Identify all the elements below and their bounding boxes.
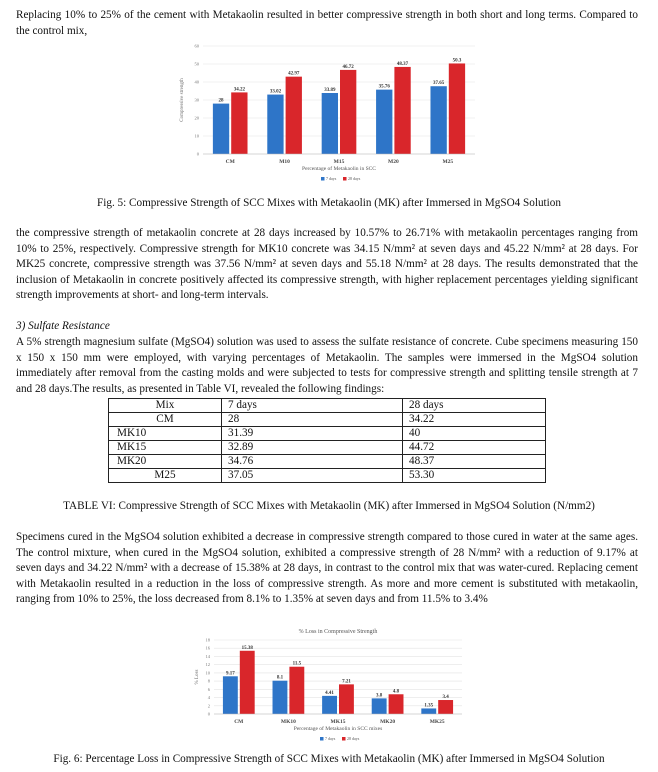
strength-table — [108, 398, 546, 483]
y-tick-label: 0 — [196, 151, 199, 157]
bar — [231, 92, 247, 154]
data-label: 37.65 — [433, 81, 445, 87]
table-row — [109, 427, 546, 441]
legend-swatch — [320, 737, 324, 741]
y-tick-label: 20 — [194, 115, 199, 121]
table-cell: 31.39 — [222, 427, 403, 441]
table-cell: MK20 — [109, 455, 222, 469]
paragraph-results: the compressive strength of metakaolin concrete at 28 days increased by 10.57% to 26.71% with metakaolin percentages ranging from 10% to 25%, respectively. Compressive strength for MK10 concrete was 34.15 N/mm² at seven days and 45.22 N/mm² at 28 days. For MK25 concrete, compressive strength was 37.56 N/mm² at seven days and 55.18 N/mm² at 28 days. The results demonstrated that the inclusion of Metakaolin in concrete positively affected its compressive strength, with higher replacement percentages yielding significant strength improvements at short- and long-term intervals. — [16, 227, 638, 302]
bar — [389, 694, 404, 714]
table-caption: TABLE VI: Compressive Strength of SCC Mixes with Metakaolin (MK) after Immersed in MgSO4 Solution (N/mm2) — [63, 500, 595, 512]
data-label: 34.22 — [233, 87, 245, 93]
data-label: 50.3 — [452, 58, 462, 64]
y-tick-label: 18 — [205, 637, 210, 643]
bar — [289, 667, 304, 714]
legend-swatch — [343, 177, 347, 181]
legend-label: 7 days — [325, 736, 336, 741]
legend-label: 7 days — [326, 176, 337, 181]
compressive-strength-chart — [175, 40, 485, 192]
data-label: 9.17 — [225, 671, 235, 677]
table-cell: 34.22 — [403, 413, 546, 427]
x-axis-label: Percentage of Metakaolin in SCC mixes — [293, 726, 383, 732]
bar — [267, 95, 283, 154]
bar — [376, 90, 392, 154]
table-header-cell: 7 days — [222, 399, 403, 413]
data-label: 33.02 — [269, 89, 282, 95]
bar — [322, 93, 338, 154]
paragraph-sulfate: A 5% strength magnesium sulfate (MgSO4) solution was used to assess the sulfate resistance of concrete. Cube specimens measuring 150 x 150 x 150 mm were employed, with varying percentages of Metakaolin. The samples were immersed in the MgSO4 solution immediately after removal from the casting molds and were subjected to tests for compressive strength and splitting tensile strength at 7 and 28 days.The results, as presented in Table VI, revealed the following findings: — [16, 336, 638, 395]
bar — [449, 63, 465, 154]
legend-label: 28 days — [347, 736, 360, 741]
y-tick-label: 50 — [194, 61, 199, 67]
table-cell: 48.37 — [403, 455, 546, 469]
table-header-row — [109, 399, 546, 413]
bar — [340, 70, 356, 154]
data-label: 33.89 — [324, 87, 336, 93]
section-heading: 3) Sulfate Resistance — [16, 320, 110, 332]
x-tick-label: CM — [225, 159, 235, 165]
chart-title: % Loss in Compressive Strength — [298, 629, 378, 635]
data-label: 3.8 — [376, 693, 383, 699]
table-cell: 53.30 — [403, 469, 546, 483]
table-header-cell: Mix — [109, 399, 222, 413]
table-cell: 28 — [222, 413, 403, 427]
y-tick-label: 10 — [205, 670, 210, 676]
x-tick-label: MK15 — [330, 719, 346, 725]
data-label: 4.41 — [325, 690, 334, 696]
bar — [322, 696, 337, 714]
bar — [421, 708, 436, 714]
table-row — [109, 413, 546, 427]
figure-5-caption: Fig. 5: Compressive Strength of SCC Mixes with Metakaolin (MK) after Immersed in MgSO4 Solution — [97, 197, 561, 209]
y-tick-label: 6 — [207, 686, 210, 692]
table-cell: MK10 — [109, 427, 222, 441]
table-header-cell: 28 days — [403, 399, 546, 413]
paragraph-intro: Replacing 10% to 25% of the cement with Metakaolin resulted in better compressive strength in both short and long terms. Compared to the control mix, — [16, 9, 638, 37]
y-tick-label: 4 — [207, 695, 210, 701]
legend-label: 28 days — [348, 176, 361, 181]
y-tick-label: 10 — [194, 133, 199, 139]
x-tick-label: MK25 — [429, 719, 445, 725]
data-label: 15.38 — [241, 645, 253, 651]
x-tick-label: MK10 — [280, 719, 296, 725]
y-tick-label: 14 — [205, 653, 210, 659]
bar — [240, 651, 255, 714]
data-label: 28 — [218, 98, 224, 104]
y-tick-label: 2 — [207, 703, 210, 709]
data-label: 48.37 — [396, 61, 409, 67]
bar — [273, 681, 288, 714]
x-tick-label: M25 — [442, 159, 454, 165]
y-tick-label: 0 — [207, 711, 210, 717]
bar — [394, 67, 410, 154]
x-tick-label: MK20 — [380, 719, 396, 725]
legend-swatch — [342, 737, 346, 741]
percentage-loss-chart — [190, 624, 470, 748]
bar — [339, 684, 354, 714]
table-cell: 37.05 — [222, 469, 403, 483]
data-label: 46.72 — [342, 64, 354, 70]
y-tick-label: 60 — [194, 43, 199, 49]
x-tick-label: M10 — [279, 159, 290, 165]
table-cell: M25 — [109, 469, 222, 483]
bar — [223, 676, 238, 714]
y-axis-label: % Loss — [195, 669, 200, 685]
bar — [372, 698, 387, 714]
x-tick-label: CM — [234, 719, 244, 725]
data-label: 3.4 — [442, 695, 449, 701]
table-row — [109, 441, 546, 455]
data-label: 1.35 — [424, 703, 434, 709]
legend-swatch — [321, 177, 325, 181]
bar — [430, 86, 446, 154]
data-label: 42.97 — [288, 71, 300, 77]
table-cell: 40 — [403, 427, 546, 441]
table-row — [109, 469, 546, 483]
bar — [438, 700, 453, 714]
y-tick-label: 40 — [194, 79, 199, 85]
bar — [213, 104, 229, 154]
table-cell: CM — [109, 413, 222, 427]
y-tick-label: 12 — [205, 662, 210, 668]
data-label: 35.76 — [378, 84, 390, 90]
paragraph-loss: Specimens cured in the MgSO4 solution exhibited a decrease in compressive strength compared to those cured in water at the same ages. The control mixture, when cured in the MgSO4 solution, exhibited a compressive strength of 28 N/mm² with a reduction of 9.17% at seven days and 34.22 N/mm² with a decrease of 15.38% at 28 days, in contrast to the control mix that was water-cured. Replacing cement with Metakaolin resulted in a reduction in the loss of compressive strength. As more and more cement is substituted with metakaolin, ranging from 10% to 25%, the loss decreased from 8.1% to 1.35% at seven days and from 11.5% to 3.4% — [16, 531, 638, 606]
data-label: 8.1 — [276, 675, 284, 681]
x-tick-label: M15 — [333, 159, 345, 165]
x-tick-label: M20 — [388, 159, 399, 165]
data-label: 4.8 — [392, 689, 400, 695]
table-row — [109, 455, 546, 469]
y-tick-label: 30 — [194, 97, 199, 103]
table-cell: MK15 — [109, 441, 222, 455]
table-cell: 44.72 — [403, 441, 546, 455]
y-tick-label: 8 — [207, 678, 210, 684]
data-label: 11.5 — [292, 661, 302, 667]
x-axis-label: Percentage of Metakaolin in SCC — [302, 166, 376, 172]
table-cell: 32.89 — [222, 441, 403, 455]
figure-6-caption: Fig. 6: Percentage Loss in Compressive Strength of SCC Mixes with Metakaolin (MK) after Immersed in MgSO4 Solution — [53, 753, 605, 765]
table-cell: 34.76 — [222, 455, 403, 469]
bar — [286, 77, 302, 154]
data-label: 7.21 — [342, 679, 351, 685]
y-tick-label: 16 — [205, 645, 210, 651]
y-axis-label: Compressive strength — [180, 78, 185, 122]
